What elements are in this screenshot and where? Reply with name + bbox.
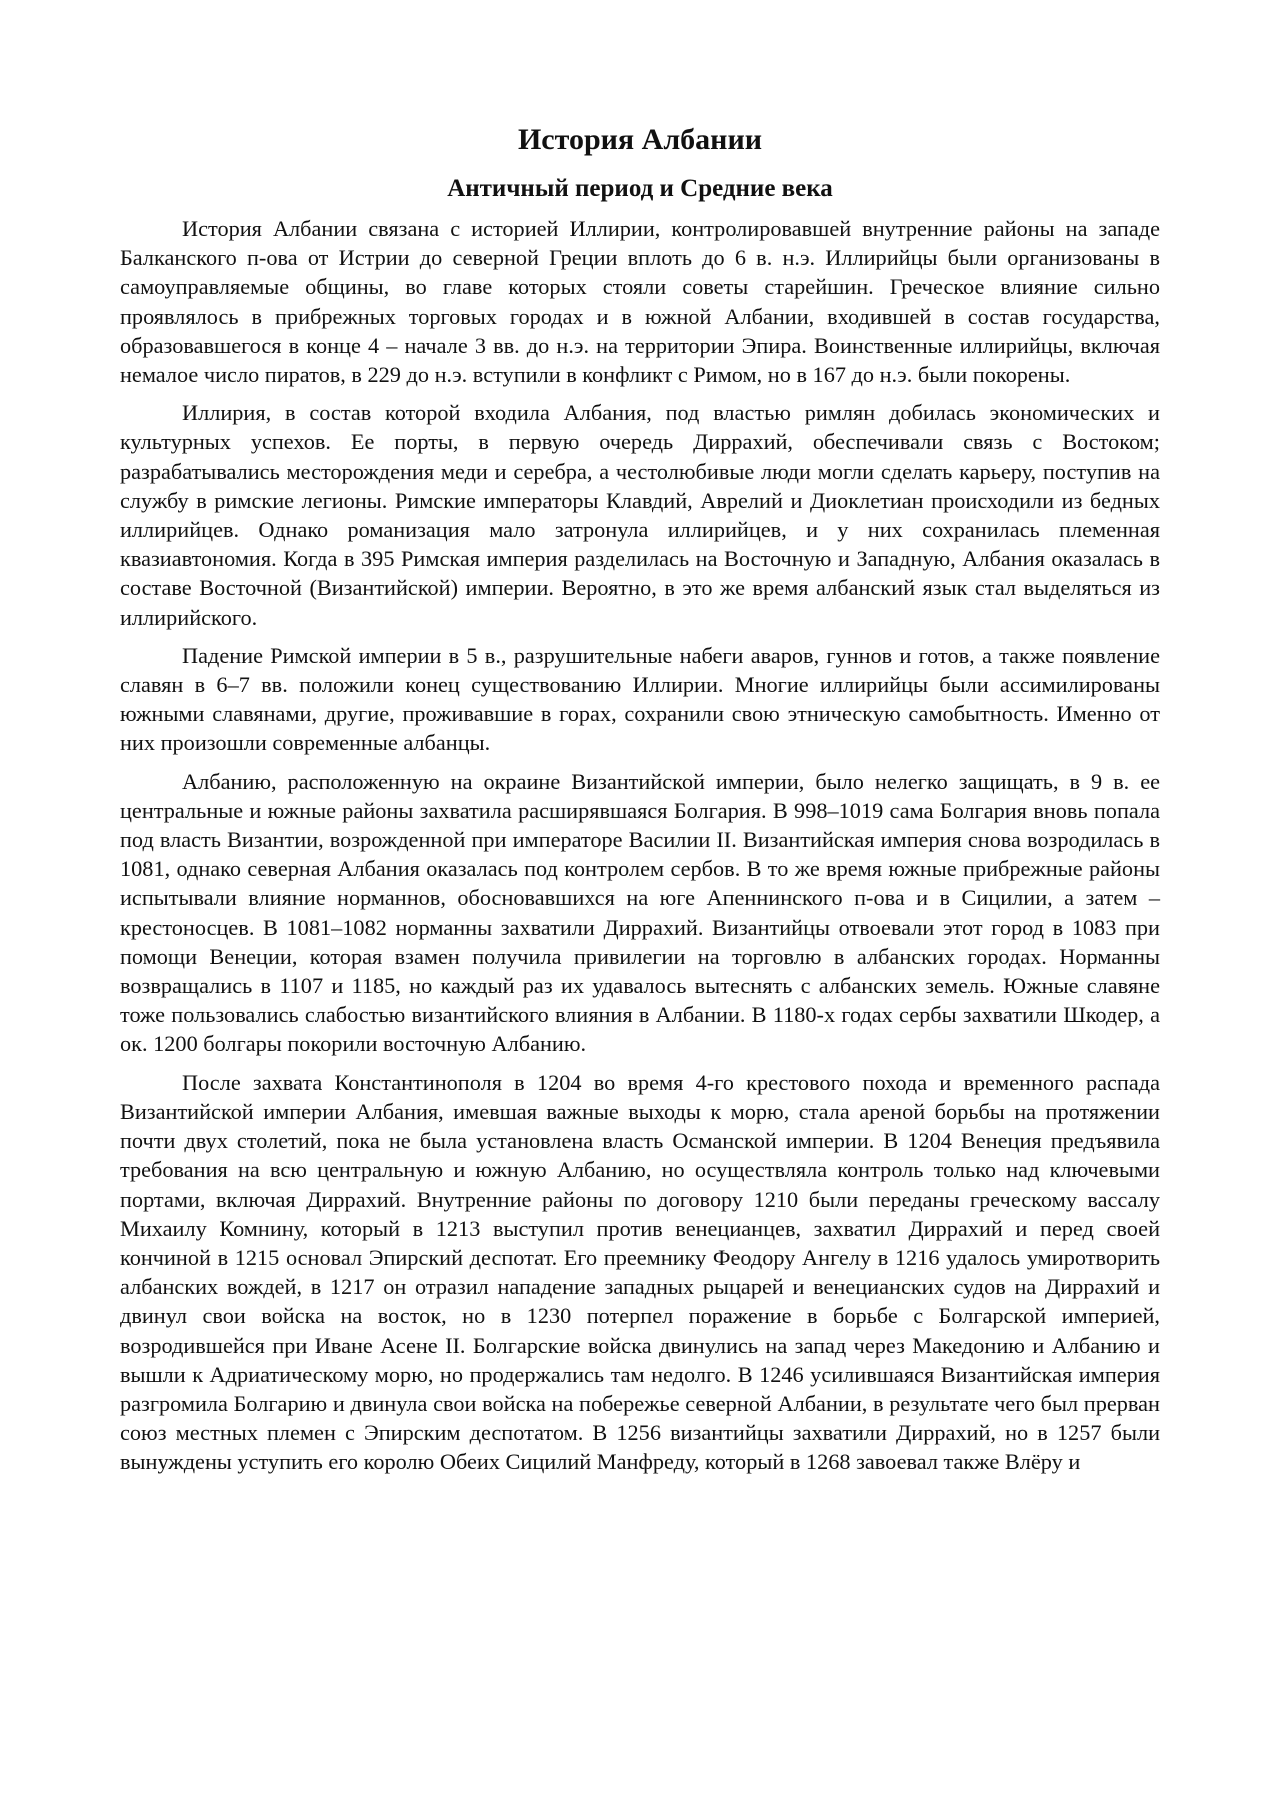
document-title: История Албании bbox=[517, 123, 763, 156]
section-heading: Античный период и Средние века bbox=[447, 175, 833, 202]
paragraph-5: После захвата Константинополя в 1204 во время 4-го крестового похода и временного распада Византийской империи Албания, имевшая важные выходы к морю, стала ареной борьбы на протяжении почти двух столетий, пока не была установлена власть Османской империи. В 1204 Венеция предъявила требования на всю центральную и южную Албанию, но осуществляла контроль только над ключевыми портами, включая Диррахий. Внутренние районы по договору 1210 были переданы греческому вассалу Михаилу Комнину, который в 1213 выступил против венецианцев, захватил Диррахий и перед своей кончиной в 1215 основал Эпирский деспотат. Его преемнику Феодору Ангелу в 1216 удалось умиротворить албанских вождей, в 1217 он отразил нападение западных рыцарей и венецианских судов на Диррахий и двинул свои войска на восток, но в 1230 потерпел поражение в борьбе с Болгарской империей, возродившейся при Иване Асене II. Болгарские войска двинулись на запад через Македонию и Албанию и вышли к Адриатическому морю, но продержались там недолго. В 1246 усилившаяся Византийская империя разгромила Болгарию и двинула свои войска на побережье северной Албании, в результате чего был прерван союз местных племен с Эпирским деспотатом. В 1256 византийцы захватили Диррахий, но в 1257 были вынуждены уступить его королю Обеих Сицилий Манфреду, который в 1268 завоевал также Влёру и bbox=[120, 1069, 1160, 1475]
document-body bbox=[120, 120, 1160, 1486]
paragraph-4: Албанию, расположенную на окраине Византийской империи, было нелегко защищать, в 9 в. ее центральные и южные районы захватила расширявшаяся Болгария. В 998–1019 сама Болгария вновь попала под власть Византии, возрожденной при императоре Василии II. Византийская империя снова возродилась в 1081, однако северная Албания оказалась под контролем сербов. В то же время южные прибрежные районы испытывали влияние норманнов, обосновавшихся на юге Апеннинского п-ова и в Сицилии, а затем – крестоносцев. В 1081–1082 норманны захватили Диррахий. Византийцы отвоевали этот город в 1083 при помощи Венеции, которая взамен получила привилегии на торговлю в албанских городах. Норманны возвращались в 1107 и 1185, но каждый раз их удавалось вытеснять с албанских земель. Южные славяне тоже пользовались слабостью византийского влияния в Албании. В 1180-х годах сербы захватили Шкодер, а ок. 1200 болгары покорили восточную Албанию. bbox=[120, 768, 1160, 1057]
paragraph-2: Иллирия, в состав которой входила Албания, под властью римлян добилась экономических и культурных успехов. Ее порты, в первую очередь Диррахий, обеспечивали связь с Востоком; разрабатывались месторождения меди и серебра, а честолюбивые люди могли сделать карьеру, поступив на службу в римские легионы. Римские императоры Клавдий, Аврелий и Диоклетиан происходили из бедных иллирийцев. Однако романизация мало затронула иллирийцев, и у них сохранилась племенная квазиавтономия. Когда в 395 Римская империя разделилась на Восточную и Западную, Албания оказалась в составе Восточной (Византийской) империи. Вероятно, в это же время албанский язык стал выделяться из иллирийского. bbox=[120, 400, 1160, 630]
paragraph-1: История Албании связана с историей Иллирии, контролировавшей внутренние районы на западе Балканского п-ова от Истрии до северной Греции вплоть до 6 в. н.э. Иллирийцы были организованы в самоуправляемые общины, во главе которых стояли советы старейшин. Греческое влияние сильно проявлялось в прибрежных торговых городах и в южной Албании, входившей в состав государства, образовавшегося в конце 4 – начале 3 вв. до н.э. на территории Эпира. Воинственные иллирийцы, включая немалое число пиратов, в 229 до н.э. вступили в конфликт с Римом, но в 167 до н.э. были покорены. bbox=[120, 216, 1160, 388]
paragraph-3: Падение Римской империи в 5 в., разрушительные набеги аваров, гуннов и готов, а также появление славян в 6–7 вв. положили конец существованию Иллирии. Многие иллирийцы были ассимилированы южными славянами, другие, проживавшие в горах, сохранили свою этническую самобытность. Именно от них произошли современные албанцы. bbox=[120, 642, 1160, 756]
